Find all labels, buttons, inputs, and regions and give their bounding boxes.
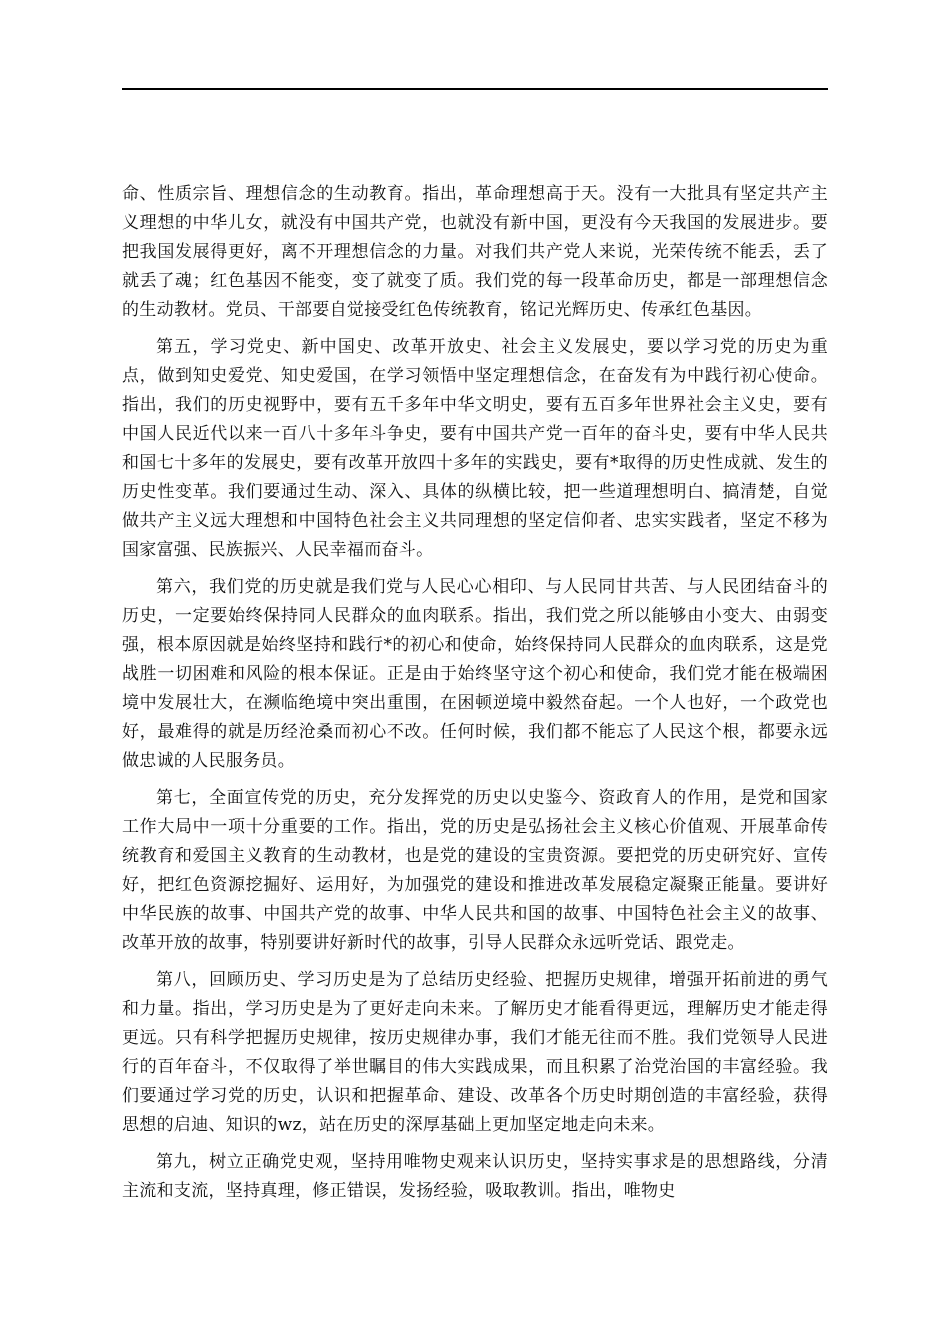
paragraph-seventh: 第七，全面宣传党的历史，充分发挥党的历史以史鉴今、资政育人的作用，是党和国家工作大局中一项十分重要的工作。指出，党的历史是弘扬社会主义核心价值观、开展革命传统教育和爱国主义教育的生动教材，也是党的建设的宝贵资源。要把党的历史研究好、宣传好，把红色资源挖掘好、运用好，为加强党的建设和推进改革发展稳定凝聚正能量。要讲好中华民族的故事、中国共产党的故事、中华人民共和国的故事、中国特色社会主义的故事、改革开放的故事，特别要讲好新时代的故事，引导人民群众永远听党话、跟党走。 [122,788,828,953]
paragraph-ninth: 第九，树立正确党史观，坚持用唯物史观来认识历史，坚持实事求是的思想路线，分清主流和支流，坚持真理，修正错误，发扬经验，吸取教训。指出，唯物史 [122,1152,828,1201]
paragraph-continuation: 命、性质宗旨、理想信念的生动教育。指出，革命理想高于天。没有一大批具有坚定共产主义理想的中华儿女，就没有中国共产党，也就没有新中国，更没有今天我国的发展进步。要把我国发展得更好，离不开理想信念的力量。对我们共产党人来说，光荣传统不能丢，丢了就丢了魂；红色基因不能变，变了就变了质。我们党的每一段革命历史，都是一部理想信念的生动教材。党员、干部要自觉接受红色传统教育，铭记光辉历史、传承红色基因。 [122,184,828,320]
header-divider [122,88,828,90]
paragraph-eighth: 第八，回顾历史、学习历史是为了总结历史经验、把握历史规律，增强开拓前进的勇气和力量。指出，学习历史是为了更好走向未来。了解历史才能看得更远，理解历史才能走得更远。只有科学把握历史规律，按历史规律办事，我们才能无往而不胜。我们党领导人民进行的百年奋斗，不仅取得了举世瞩目的伟大实践成果，而且积累了治党治国的丰富经验。我们要通过学习党的历史，认识和把握革命、建设、改革各个历史时期创造的丰富经验，获得思想的启迪、知识的wz，站在历史的深厚基础上更加坚定地走向未来。 [122,970,828,1135]
paragraph-sixth: 第六，我们党的历史就是我们党与人民心心相印、与人民同甘共苦、与人民团结奋斗的历史，一定要始终保持同人民群众的血肉联系。指出，我们党之所以能够由小变大、由弱变强，根本原因就是始终坚持和践行*的初心和使命，始终保持同人民群众的血肉联系，这是党战胜一切困难和风险的根本保证。正是由于始终坚守这个初心和使命，我们党才能在极端困境中发展壮大，在濒临绝境中突出重围，在困顿逆境中毅然奋起。一个人也好，一个政党也好，最难得的就是历经沧桑而初心不改。任何时候，我们都不能忘了人民这个根，都要永远做忠诚的人民服务员。 [122,577,828,771]
paragraph-fifth: 第五，学习党史、新中国史、改革开放史、社会主义发展史，要以学习党的历史为重点，做到知史爱党、知史爱国，在学习领悟中坚定理想信念，在奋发有为中践行初心使命。指出，我们的历史视野中，要有五千多年中华文明史，要有五百多年世界社会主义史，要有中国人民近代以来一百八十多年斗争史，要有中国共产党一百年的奋斗史，要有中华人民共和国七十多年的发展史，要有改革开放四十多年的实践史，要有*取得的历史性成就、发生的历史性变革。我们要通过生动、深入、具体的纵横比较，把一些道理想明白、搞清楚，自觉做共产主义远大理想和中国特色社会主义共同理想的坚定信仰者、忠实实践者，坚定不移为国家富强、民族振兴、人民幸福而奋斗。 [122,337,828,560]
document-body [122,180,828,1214]
